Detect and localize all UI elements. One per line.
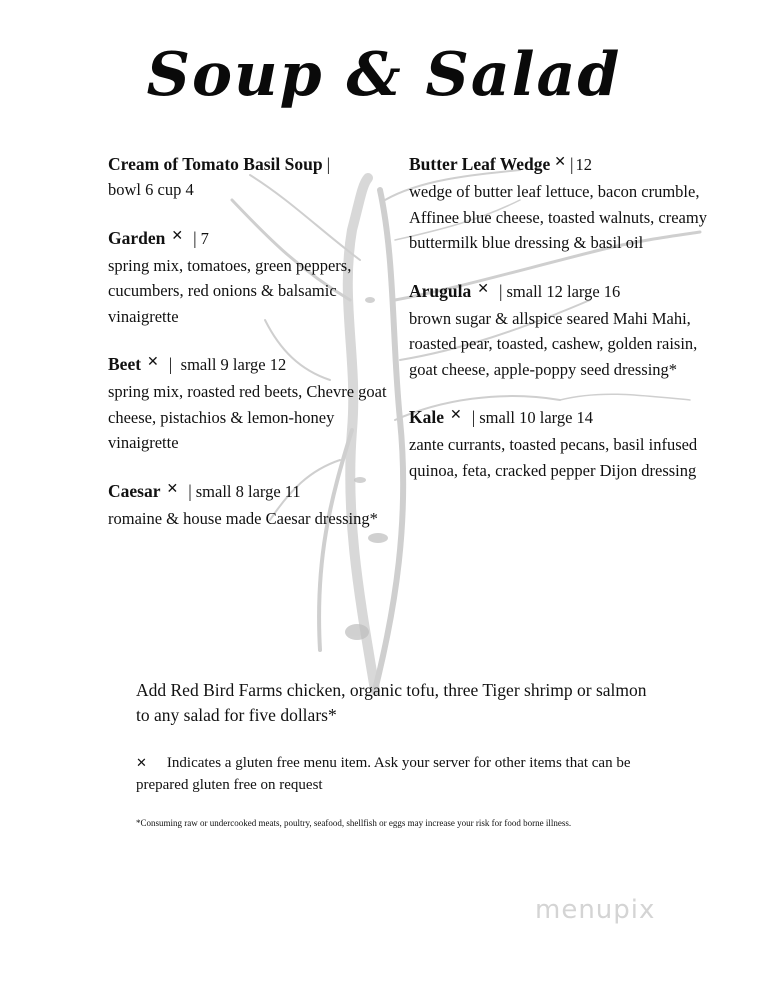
item-name: Kale bbox=[409, 407, 444, 427]
menupix-watermark: menupix bbox=[535, 895, 656, 925]
separator: | bbox=[570, 154, 574, 174]
item-name: Butter Leaf Wedge bbox=[409, 154, 551, 174]
separator: | bbox=[326, 154, 331, 174]
item-price: 12 bbox=[575, 155, 593, 174]
item-description: brown sugar & allspice seared Mahi Mahi, roasted pear, toasted, cashew, golden raisin, goat cheese, apple-poppy seed dressing* bbox=[409, 308, 698, 379]
gluten-free-icon: ✕ bbox=[477, 281, 489, 297]
item-name: Garden bbox=[108, 227, 166, 248]
food-safety-disclaimer: *Consuming raw or undercooked meats, poultry, seafood, shellfish or eggs may increase your risk for food borne illness. bbox=[136, 818, 572, 828]
addon-note: Add Red Bird Farms chicken, organic tofu, three Tiger shrimp or salmon to any salad for five dollars* bbox=[136, 680, 647, 725]
item-description: spring mix, tomatoes, green peppers, cucumbers, red onions & balsamic vinaigrette bbox=[108, 255, 352, 326]
item-name: Caesar bbox=[108, 480, 161, 501]
left-menu-column bbox=[108, 152, 408, 554]
menu-item-caesar bbox=[108, 479, 408, 532]
gluten-free-note-text: Indicates a gluten free menu item. Ask your server for other items that can be prepared gluten free on request bbox=[136, 755, 631, 793]
item-price: small 9 large 12 bbox=[180, 355, 287, 374]
separator: | bbox=[193, 227, 197, 248]
gluten-free-icon: ✕ bbox=[554, 155, 567, 170]
item-price: small 10 large 14 bbox=[479, 408, 594, 427]
separator: | bbox=[168, 354, 173, 374]
separator: | bbox=[188, 480, 192, 501]
page-title: Soup & Salad bbox=[146, 40, 622, 110]
item-description: bowl 6 cup 4 bbox=[108, 180, 194, 199]
menu-item-arugula bbox=[409, 279, 729, 383]
right-menu-column bbox=[409, 152, 729, 506]
item-description: wedge of butter leaf lettuce, bacon crumble, Affinee blue cheese, toasted walnuts, creamy buttermilk blue dressing & basil oil bbox=[409, 182, 707, 252]
item-price: small 12 large 16 bbox=[506, 281, 621, 301]
gluten-free-icon: ✕ bbox=[171, 228, 184, 244]
item-description: romaine & house made Caesar dressing* bbox=[108, 508, 378, 528]
separator: | bbox=[498, 280, 503, 301]
separator: | bbox=[471, 407, 476, 427]
item-name: Beet bbox=[108, 354, 142, 374]
item-name: Arugula bbox=[409, 280, 472, 301]
gluten-free-icon: ✕ bbox=[450, 408, 462, 423]
gluten-free-icon: ✕ bbox=[166, 481, 179, 497]
gluten-free-icon: ✕ bbox=[147, 355, 159, 370]
item-price: 7 bbox=[200, 228, 209, 248]
item-name: Cream of Tomato Basil Soup bbox=[108, 154, 323, 174]
item-description: spring mix, roasted red beets, Chevre goat cheese, pistachios & lemon-honey vinaigrette bbox=[108, 382, 387, 452]
menu-item-butter-leaf-wedge bbox=[409, 152, 729, 256]
menu-item-tomato-soup bbox=[108, 152, 408, 203]
gluten-free-icon: ✕ bbox=[136, 755, 147, 770]
menu-item-garden bbox=[108, 226, 408, 330]
menu-item-beet bbox=[108, 352, 408, 456]
item-price: small 8 large 11 bbox=[195, 481, 301, 501]
gluten-free-note bbox=[136, 752, 656, 796]
menu-item-kale bbox=[409, 405, 729, 483]
item-description: zante currants, toasted pecans, basil infused quinoa, feta, cracked pepper Dijon dressing bbox=[409, 435, 698, 480]
